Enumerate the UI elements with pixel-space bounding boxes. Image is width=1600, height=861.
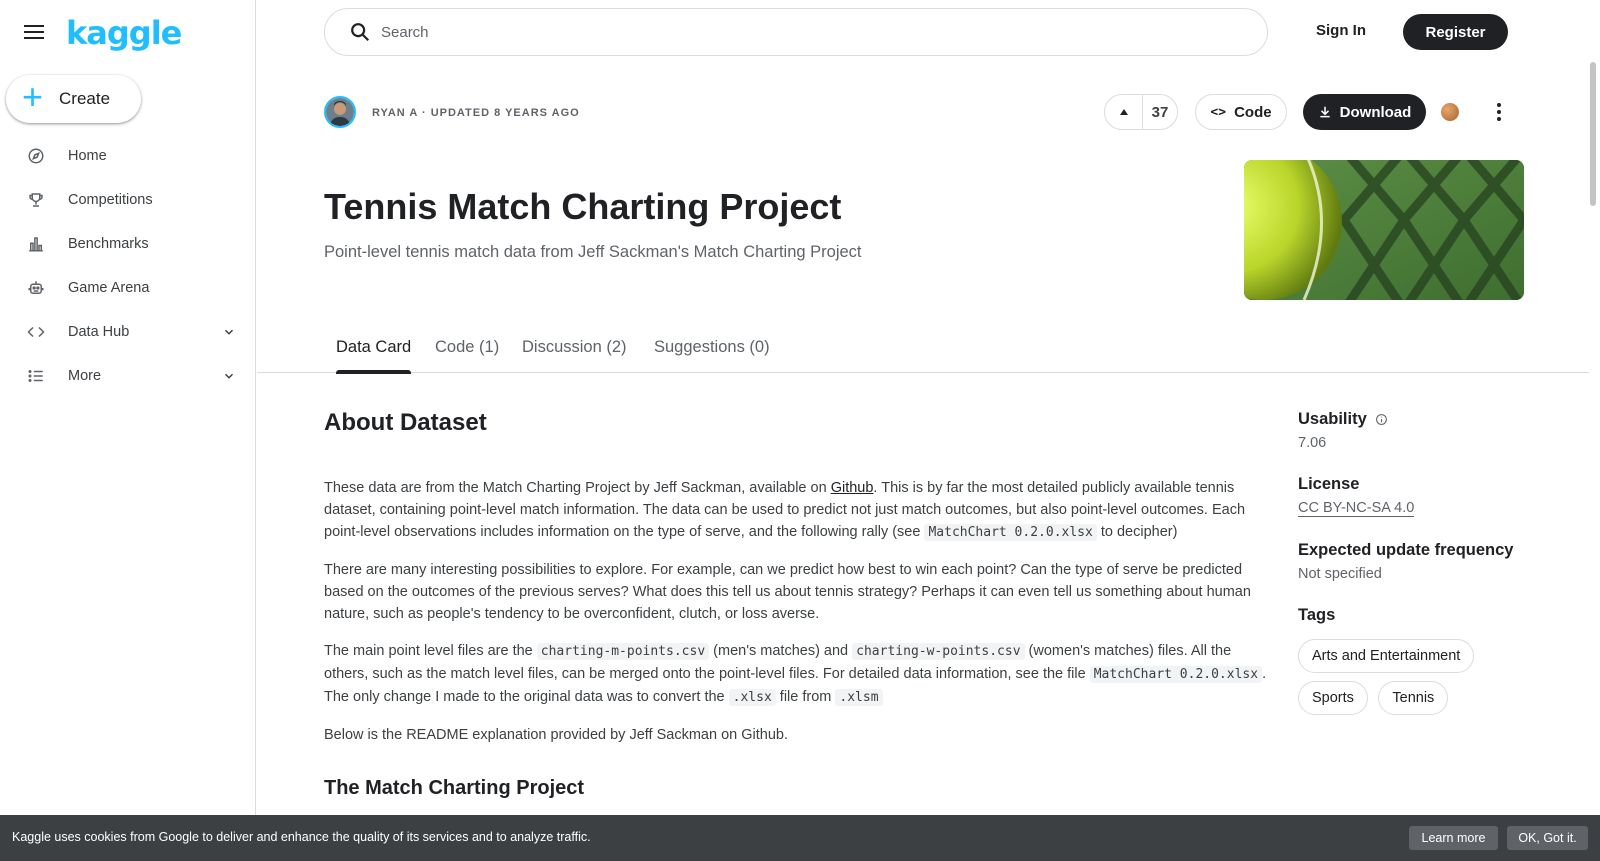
code-label: Code	[1234, 103, 1272, 121]
sidebar-item-label: Benchmarks	[68, 236, 149, 252]
sidebar-item-home[interactable]	[0, 136, 256, 176]
code-icon: <>	[1210, 104, 1227, 120]
code-button[interactable]	[1195, 94, 1287, 130]
sidebar-item-label: Game Arena	[68, 280, 150, 296]
upvote-widget	[1104, 94, 1178, 130]
tag-list	[1298, 639, 1538, 723]
description-paragraph: Below is the README explanation provided by Jeff Sackman on Github.	[324, 727, 788, 743]
inline-code: charting-m-points.csv	[537, 643, 709, 660]
tab-bar	[257, 330, 1589, 373]
inline-code: charting-w-points.csv	[852, 643, 1024, 660]
sidebar-item-competitions[interactable]	[0, 180, 256, 220]
text: These data are from the Match Charting Project by Jeff Sackman, available on	[324, 480, 831, 496]
usability-heading	[1298, 410, 1558, 429]
sidebar-item-data-hub[interactable]	[0, 312, 256, 352]
sidebar-item-label: Data Hub	[68, 324, 130, 340]
usability-value: 7.06	[1298, 435, 1327, 451]
license-link[interactable]: CC BY-NC-SA 4.0	[1298, 500, 1415, 516]
inline-code: .xlsm	[835, 689, 882, 706]
create-label: Create	[59, 89, 111, 108]
sidebar-item-game-arena[interactable]	[0, 268, 256, 308]
robot-icon	[26, 278, 46, 298]
tab-suggestions[interactable]: Suggestions (0)	[654, 338, 770, 356]
text: . This is by far the most detailed publicly available tennis dataset, containing point-level match information. The data can be used to predict not just match outcomes, but also point-level outcomes. Each point-level observations includes information on the type of serve, and the following rally (see	[324, 480, 1246, 540]
inline-code: MatchChart 0.2.0.xlsx	[1090, 666, 1262, 683]
sign-in-button[interactable]: Sign In	[1316, 22, 1366, 39]
upvote-button[interactable]	[1105, 95, 1143, 129]
vote-count: 37	[1151, 103, 1169, 121]
tag-arts-and-entertainment[interactable]: Arts and Entertainment	[1298, 639, 1474, 673]
ok-got-it-button[interactable]: OK, Got it.	[1507, 826, 1588, 850]
chevron-down-icon[interactable]	[222, 369, 236, 383]
tag-sports[interactable]: Sports	[1298, 681, 1368, 715]
chevron-down-icon[interactable]	[222, 325, 236, 339]
search-input[interactable]	[381, 24, 1241, 41]
tab-code[interactable]: Code (1)	[435, 338, 500, 356]
trophy-icon	[26, 190, 46, 210]
text: (women's matches) files. All the others, such as the match level files, can be merged onto the point-level files. For detailed data information, see the file	[324, 643, 1232, 682]
sidebar-item-label: Competitions	[68, 192, 153, 208]
menu-icon[interactable]	[24, 21, 46, 43]
search-bar[interactable]	[324, 8, 1268, 56]
text: The main point level files are the	[324, 643, 537, 659]
inline-code: MatchChart 0.2.0.xlsx	[924, 524, 1096, 541]
inline-code: .xlsx	[729, 689, 776, 706]
more-options-icon[interactable]	[1493, 101, 1505, 123]
sidebar	[0, 0, 256, 861]
text: to decipher)	[1096, 524, 1178, 540]
caret-up-icon	[1119, 108, 1129, 116]
github-link[interactable]: Github	[830, 480, 874, 496]
info-icon[interactable]	[1375, 413, 1388, 426]
cookie-banner	[0, 815, 1600, 861]
tab-data-card[interactable]: Data Card	[336, 338, 411, 373]
code-brackets-icon	[26, 322, 46, 342]
text: (men's matches) and	[709, 643, 853, 659]
plus-icon: +	[22, 76, 44, 117]
author-line[interactable]: RYAN A · UPDATED 8 YEARS AGO	[372, 107, 580, 119]
cookie-text: Kaggle uses cookies from Google to deliver and enhance the quality of its services and to analyze traffic.	[12, 830, 591, 844]
download-button[interactable]	[1303, 94, 1426, 130]
download-label: Download	[1339, 103, 1412, 121]
sidebar-item-benchmarks[interactable]	[0, 224, 256, 264]
description-paragraph: There are many interesting possibilities to explore. For example, can we predict how best to win each point? Can the type of serve be predicted based on the outcomes of the previous serves? What does this tell us about tennis strategy? Perhaps it can even tell us something about human nature, such as people's tendency to be overconfident, clutch, or loss averse.	[324, 562, 1251, 622]
description-paragraph	[324, 640, 1274, 709]
learn-more-button[interactable]: Learn more	[1409, 826, 1498, 850]
kaggle-logo[interactable]: kaggle	[66, 14, 182, 52]
download-icon	[1318, 105, 1332, 119]
tag-tennis[interactable]: Tennis	[1378, 681, 1448, 715]
scrollbar[interactable]	[1590, 62, 1596, 206]
license-heading: License	[1298, 475, 1360, 493]
update-frequency-heading: Expected update frequency	[1298, 541, 1514, 559]
page-title: Tennis Match Charting Project	[324, 186, 842, 227]
compass-icon	[26, 146, 46, 166]
text: . The only change I made to the original data was to convert the	[324, 666, 1267, 705]
text: file from	[775, 689, 836, 705]
dataset-description	[324, 477, 1274, 761]
metadata-panel	[1298, 410, 1558, 723]
sidebar-item-label: More	[68, 368, 102, 384]
about-heading: About Dataset	[324, 409, 487, 436]
sidebar-item-more[interactable]	[0, 356, 256, 396]
description-paragraph	[324, 477, 1274, 544]
search-icon	[349, 21, 371, 43]
avatar[interactable]	[324, 96, 356, 128]
dataset-cover-image	[1244, 160, 1524, 300]
tags-heading: Tags	[1298, 606, 1336, 624]
tab-discussion[interactable]: Discussion (2)	[522, 338, 627, 356]
section-heading: The Match Charting Project	[324, 777, 585, 799]
list-icon	[26, 366, 46, 386]
bar-chart-icon	[26, 234, 46, 254]
usability-label: Usability	[1298, 410, 1367, 428]
create-button[interactable]	[6, 75, 141, 123]
bronze-medal-icon	[1441, 103, 1459, 121]
page-subtitle: Point-level tennis match data from Jeff Sackman's Match Charting Project	[324, 243, 862, 261]
register-button[interactable]: Register	[1403, 14, 1508, 50]
sidebar-item-label: Home	[68, 148, 107, 164]
update-frequency-value: Not specified	[1298, 566, 1382, 582]
